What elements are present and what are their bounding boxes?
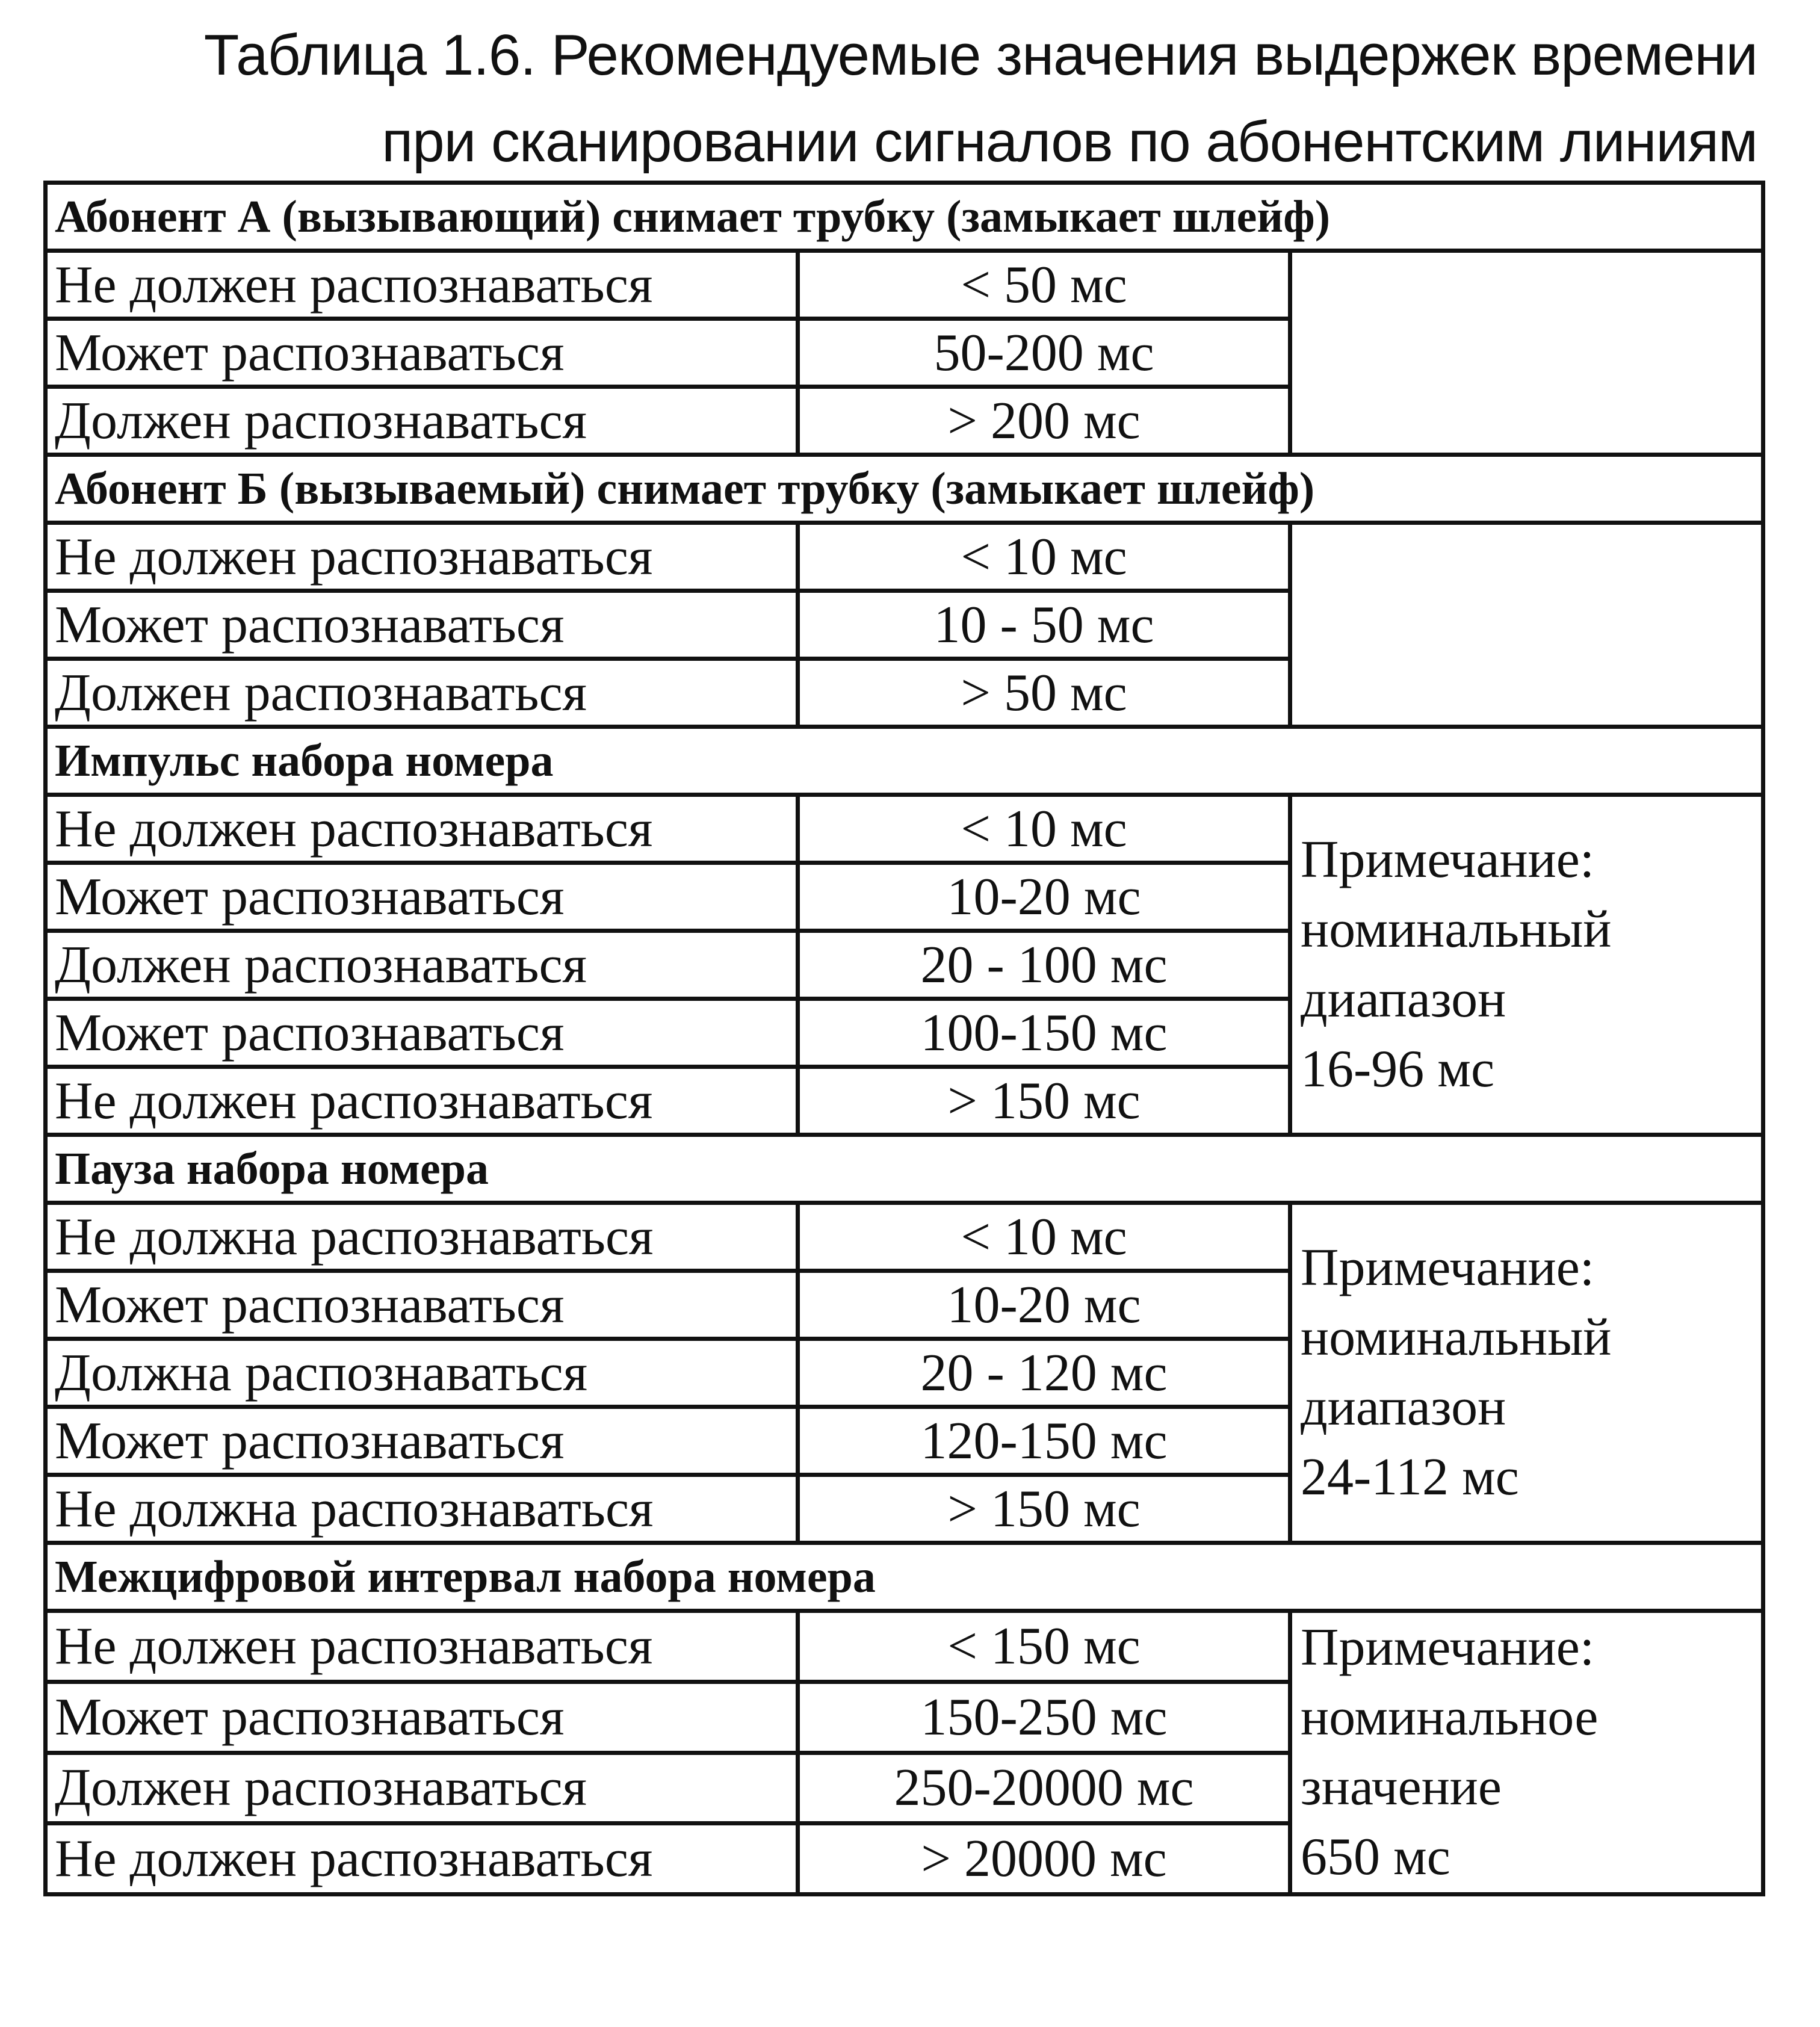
table-row [46, 1611, 1763, 1682]
duration-value: 150-250 мс [798, 1682, 1290, 1753]
caption-line-2: при сканировании сигналов по абонентским линиям [382, 110, 1757, 174]
table-caption [181, 12, 1757, 185]
section-header-row [46, 1135, 1763, 1203]
duration-value: 10-20 мс [798, 863, 1290, 931]
note-line: 650 мс [1301, 1828, 1450, 1886]
section-title: Абонент Б (вызываемый) снимает трубку (замыкает шлейф) [46, 455, 1763, 523]
duration-value: 20 - 120 мс [798, 1339, 1290, 1407]
condition-label: Может распознаваться [46, 999, 798, 1067]
condition-label: Не должен распознаваться [46, 251, 798, 319]
duration-value: > 20000 мс [798, 1824, 1290, 1895]
condition-label: Может распознаваться [46, 1407, 798, 1475]
duration-value: 120-150 мс [798, 1407, 1290, 1475]
condition-label: Должен распознаваться [46, 931, 798, 999]
note-line: номинальный [1301, 1308, 1612, 1367]
caption-line-1: Таблица 1.6. Рекомендуемые значения выдержек времени [203, 23, 1757, 87]
duration-value: < 50 мс [798, 251, 1290, 319]
note-cell [1290, 251, 1763, 455]
note-cell [1290, 523, 1763, 727]
note-line: Примечание: [1301, 1239, 1595, 1297]
condition-label: Не должен распознаваться [46, 1067, 798, 1135]
section-header-row [46, 727, 1763, 795]
condition-label: Может распознаваться [46, 1271, 798, 1339]
note-line: Примечание: [1301, 831, 1595, 889]
condition-label: Должен распознаваться [46, 387, 798, 455]
note-line: значение [1301, 1758, 1502, 1816]
duration-value: 100-150 мс [798, 999, 1290, 1067]
section-header-row [46, 183, 1763, 251]
condition-label: Не должна распознаваться [46, 1475, 798, 1543]
duration-value: 50-200 мс [798, 319, 1290, 387]
condition-label: Может распознаваться [46, 319, 798, 387]
duration-value: 250-20000 мс [798, 1753, 1290, 1824]
table-row [46, 1203, 1763, 1271]
note-line: 24-112 мс [1301, 1448, 1519, 1506]
condition-label: Не должен распознаваться [46, 1824, 798, 1895]
duration-value: 20 - 100 мс [798, 931, 1290, 999]
note-cell [1290, 795, 1763, 1135]
condition-label: Должен распознаваться [46, 659, 798, 727]
duration-value: < 150 мс [798, 1611, 1290, 1682]
table-row [46, 523, 1763, 591]
duration-value: 10 - 50 мс [798, 591, 1290, 659]
note-cell [1290, 1611, 1763, 1895]
note-line: диапазон [1301, 1378, 1506, 1437]
table-row [46, 795, 1763, 863]
condition-label: Не должен распознаваться [46, 1611, 798, 1682]
condition-label: Может распознаваться [46, 863, 798, 931]
condition-label: Не должен распознаваться [46, 523, 798, 591]
duration-value: 10-20 мс [798, 1271, 1290, 1339]
condition-label: Может распознаваться [46, 591, 798, 659]
section-title: Импульс набора номера [46, 727, 1763, 795]
condition-label: Не должен распознаваться [46, 795, 798, 863]
note-line: 16-96 мс [1301, 1040, 1495, 1098]
duration-value: > 50 мс [798, 659, 1290, 727]
condition-label: Должна распознаваться [46, 1339, 798, 1407]
table-body [46, 183, 1763, 1895]
note-cell [1290, 1203, 1763, 1543]
section-title: Пауза набора номера [46, 1135, 1763, 1203]
condition-label: Может распознаваться [46, 1682, 798, 1753]
note-line: диапазон [1301, 970, 1506, 1029]
table-row [46, 251, 1763, 319]
duration-value: < 10 мс [798, 523, 1290, 591]
duration-value: > 200 мс [798, 387, 1290, 455]
duration-value: > 150 мс [798, 1475, 1290, 1543]
condition-label: Должен распознаваться [46, 1753, 798, 1824]
section-header-row [46, 455, 1763, 523]
section-title: Абонент А (вызывающий) снимает трубку (замыкает шлейф) [46, 183, 1763, 251]
timing-table [43, 181, 1765, 1896]
section-header-row [46, 1543, 1763, 1611]
condition-label: Не должна распознаваться [46, 1203, 798, 1271]
duration-value: < 10 мс [798, 1203, 1290, 1271]
duration-value: < 10 мс [798, 795, 1290, 863]
duration-value: > 150 мс [798, 1067, 1290, 1135]
note-line: Примечание: [1301, 1618, 1595, 1677]
note-line: номинальный [1301, 900, 1612, 959]
note-line: номинальное [1301, 1688, 1599, 1747]
section-title: Межцифровой интервал набора номера [46, 1543, 1763, 1611]
